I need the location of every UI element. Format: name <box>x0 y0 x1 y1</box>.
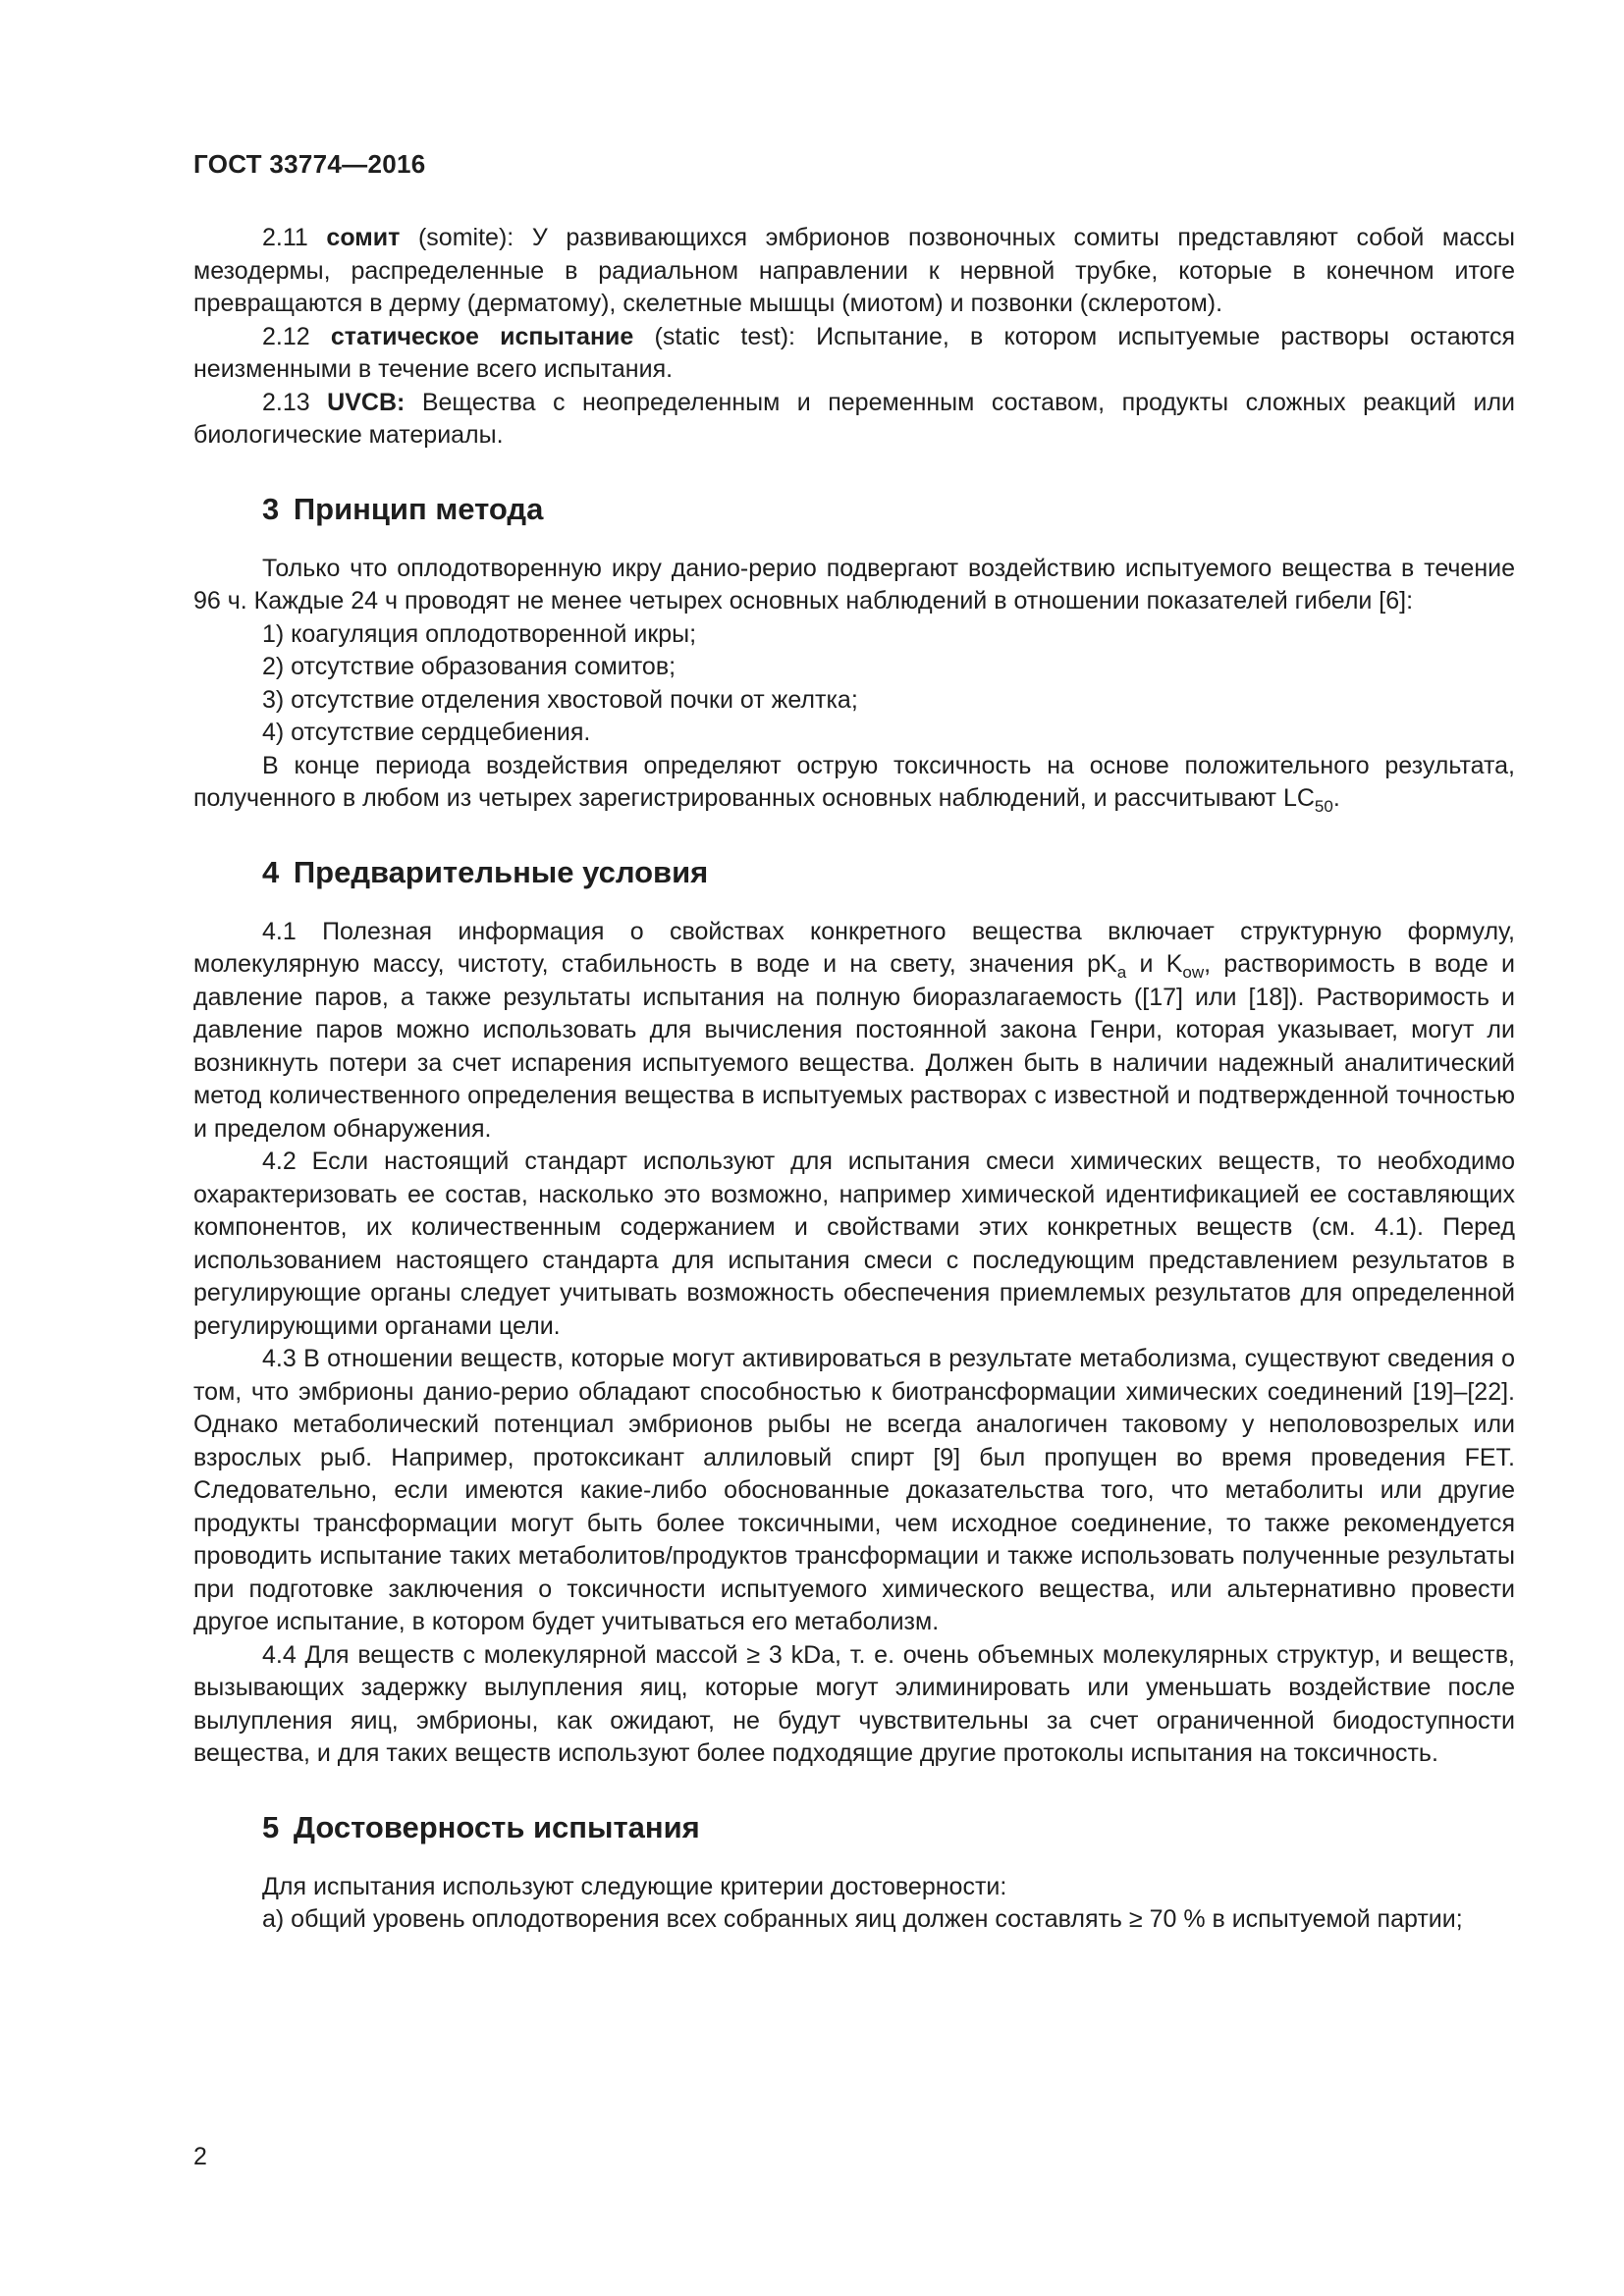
definition-term: статическое испытание <box>330 322 634 350</box>
section-4-heading <box>262 853 1515 892</box>
list-item: 1) коагуляция оплодотворенной икры; <box>262 619 697 648</box>
definition-2-12 <box>193 321 1515 387</box>
definition-2-13 <box>193 387 1515 453</box>
paragraph-4-4: 4.4 Для веществ с молекулярной массой ≥ 3 kDa, т. е. очень объемных молекулярных структур, и веществ, вызывающих задержку вылупления яиц, которые могут элиминировать или уменьшать воздействие после вылупления яиц, эмбрионы, как ожидают, не будут чувствительны за счет ограниченной биодоступности вещества, и для таких веществ используют более подходящие другие протоколы испытания на токсичность. <box>193 1640 1515 1767</box>
definition-english: (somite): <box>417 224 514 251</box>
page-number: 2 <box>193 2143 207 2170</box>
list-item: 2) отсутствие образования сомитов; <box>262 653 677 680</box>
section-title: Достоверность испытания <box>293 1809 700 1844</box>
conclusion-text: В конце периода воздействия определяют острую токсичность на основе положительного результата, полученного в любом из четырех зарегистрированных основных наблюдений, и рассчитывают LC <box>193 751 1515 812</box>
section-5-heading <box>262 1808 1515 1847</box>
definition-text: Испытание, в котором испытуемые растворы остаются неизменными в течение всего испытания. <box>193 322 1516 383</box>
lc-subscript: 50 <box>1314 797 1333 816</box>
section-title: Предварительные условия <box>293 854 709 889</box>
pka-subscript: a <box>1116 963 1127 982</box>
paragraph-text: 4.1 Полезная информация о свойствах конкретного вещества включает структурную формулу, молекулярную массу, чистоту, стабильность в воде и на свету, значения pK <box>193 917 1515 978</box>
section-3-conclusion <box>193 750 1515 816</box>
page-content <box>193 222 1515 1937</box>
paragraph-4-1 <box>193 916 1515 1147</box>
definition-english: (static test): <box>654 322 795 350</box>
document-code-header: ГОСТ 33774—2016 <box>193 149 426 179</box>
definition-term: UVCB: <box>327 388 406 416</box>
list-item: 3) отсутствие отделения хвостовой почки от желтка; <box>262 685 858 714</box>
paragraph-text: и K <box>1126 950 1183 978</box>
definition-number: 2.11 <box>262 224 308 251</box>
conclusion-end: . <box>1332 784 1340 812</box>
section-3-heading <box>262 490 1515 529</box>
definition-text: У развивающихся эмбрионов позвоночных сомиты представляют собой массы мезодермы, распределенные в радиальном направлении к нервной трубке, которые в конечном итоге превращаются в дерму (дерматому), скелетные мышцы (миотом) и позвонки (склеротом). <box>193 224 1515 317</box>
paragraph-4-3: 4.3 В отношении веществ, которые могут активироваться в результате метаболизма, существуют сведения о том, что эмбрионы данио-рерио обладают способностью к биотрансформации химических соединений [19]–[22]. Однако метаболический потенциал эмбрионов рыбы не всегда аналогичен таковому у неполовозрелых или взрослых рыб. Например, протоксикант аллиловый спирт [9] был пропущен во время проведения FET. Следовательно, если имеются какие-либо обоснованные доказательства того, что метаболиты или другие продукты трансформации могут быть более токсичными, чем исходное соединение, то также рекомендуется проводить испытание таких метаболитов/продуктов трансформации и также использовать полученные результаты при подготовке заключения о токсичности испытуемого химического вещества, или альтернативно провести другое испытание, в котором будет учитываться его метаболизм. <box>193 1345 1515 1635</box>
section-5-intro: Для испытания используют следующие критерии достоверности: <box>262 1872 1007 1900</box>
section-number: 3 <box>262 491 280 526</box>
kow-subscript: ow <box>1182 963 1205 982</box>
list-item: 4) отсутствие сердцебиения. <box>262 719 591 746</box>
definition-2-11 <box>193 222 1515 321</box>
paragraph-4-2: 4.2 Если настоящий стандарт используют для испытания смеси химических веществ, то необходимо охарактеризовать ее состав, насколько это возможно, например химической идентификацией ее составляющих компонентов, их количественным содержанием и свойствами этих конкретных веществ (см. 4.1). Перед использованием настоящего стандарта для испытания смеси с последующим представлением результатов в регулирующие органы следует учитывать возможность обеспечения приемлемых результатов для определенной регулирующими органами цели. <box>193 1148 1515 1340</box>
section-3-intro: Только что оплодотворенную икру данио-рерио подвергают воздействию испытуемого вещества в течение 96 ч. Каждые 24 ч проводят не менее четырех основных наблюдений в отношении показателей гибели [6]: <box>193 554 1515 614</box>
definition-number: 2.13 <box>262 388 310 416</box>
section-number: 4 <box>262 854 280 889</box>
section-title: Принцип метода <box>293 491 544 526</box>
definition-text: Вещества с неопределенным и переменным составом, продукты сложных реакций или биологические материалы. <box>193 388 1516 449</box>
section-number: 5 <box>262 1809 280 1844</box>
definition-number: 2.12 <box>262 322 310 350</box>
criterion-a: а) общий уровень оплодотворения всех собранных яиц должен составлять ≥ 70 % в испытуемой партии; <box>262 1905 1463 1933</box>
definition-term: сомит <box>326 224 401 251</box>
paragraph-text: , растворимость в воде и давление паров, а также результаты испытания на полную биоразлагаемость ([17] или [18]). Растворимость и давление паров можно использовать для вычисления постоянной закона Генри, которая указывает, могут ли возникнуть потери за счет испарения испытуемого вещества. Должен быть в наличии надежный аналитический метод количественного определения вещества в испытуемых растворах с известной и подтвержденной точностью и пределом обнаружения. <box>193 950 1515 1143</box>
